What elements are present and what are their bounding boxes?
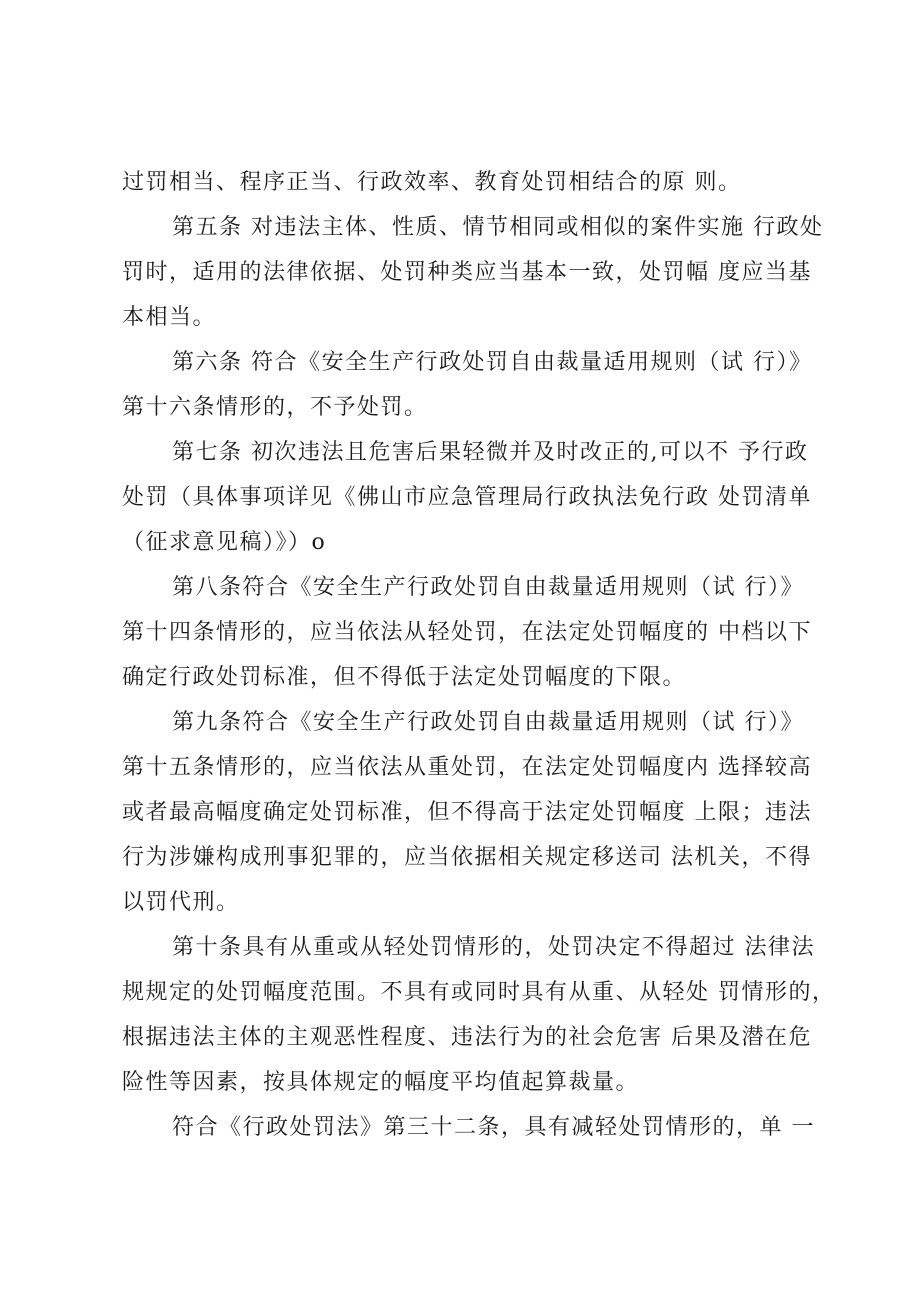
text-line: 第七条 初次违法且危害后果轻微并及时改正的,可以不 予行政	[172, 440, 809, 465]
text-line: 第六条 符合《安全生产行政处罚自由裁量适用规则（试 行）》	[172, 350, 813, 375]
text-line: 本相当。	[122, 305, 217, 330]
text-line: 险性等因素，按具体规定的幅度平均值起算裁量。	[122, 1070, 640, 1095]
text-line: 第五条 对违法主体、性质、情节相同或相似的案件实施 行政处	[172, 215, 824, 240]
text-line: 或者最高幅度确定处罚标准，但不得高于法定处罚幅度 上限；违法	[122, 800, 812, 825]
text-line: 第十五条情形的，应当依法从重处罚，在法定处罚幅度内 选择较高	[122, 755, 812, 780]
text-line: 确定行政处罚标准，但不得低于法定处罚幅度的下限。	[122, 665, 687, 690]
text-line: 罚时，适用的法律依据、处罚种类应当基本一致，处罚幅 度应当基	[122, 260, 812, 285]
text-line: 符合《行政处罚法》第三十二条，具有减轻处罚情形的，单 一	[172, 1115, 815, 1140]
text-line: 处罚（具体事项详见《佛山市应急管理局行政执法免行政 处罚清单	[122, 485, 812, 510]
text-line: 行为涉嫌构成刑事犯罪的，应当依据相关规定移送司 法机关，不得	[122, 845, 812, 870]
text-line: 第九条符合《安全生产行政处罚自由裁量适用规则（试 行）》	[172, 710, 804, 735]
text-line: 以罚代刑。	[122, 890, 240, 915]
text-line: 第八条符合《安全生产行政处罚自由裁量适用规则（试 行）》	[172, 575, 804, 600]
text-line: 根据违法主体的主观恶性程度、违法行为的社会危害 后果及潜在危	[122, 1025, 812, 1050]
text-line: 第十条具有从重或从轻处罚情形的，处罚决定不得超过 法律法	[172, 935, 815, 960]
text-line: 过罚相当、程序正当、行政效率、教育处罚相结合的原 则。	[122, 170, 742, 195]
text-line: 规规定的处罚幅度范围。不具有或同时具有从重、从轻处 罚情形的，	[122, 980, 836, 1005]
text-line: 第十四条情形的，应当依法从轻处罚，在法定处罚幅度的 中档以下	[122, 620, 812, 645]
text-line: （征求意见稿）》）o	[122, 530, 327, 555]
text-line: 第十六条情形的，不予处罚。	[122, 395, 428, 420]
